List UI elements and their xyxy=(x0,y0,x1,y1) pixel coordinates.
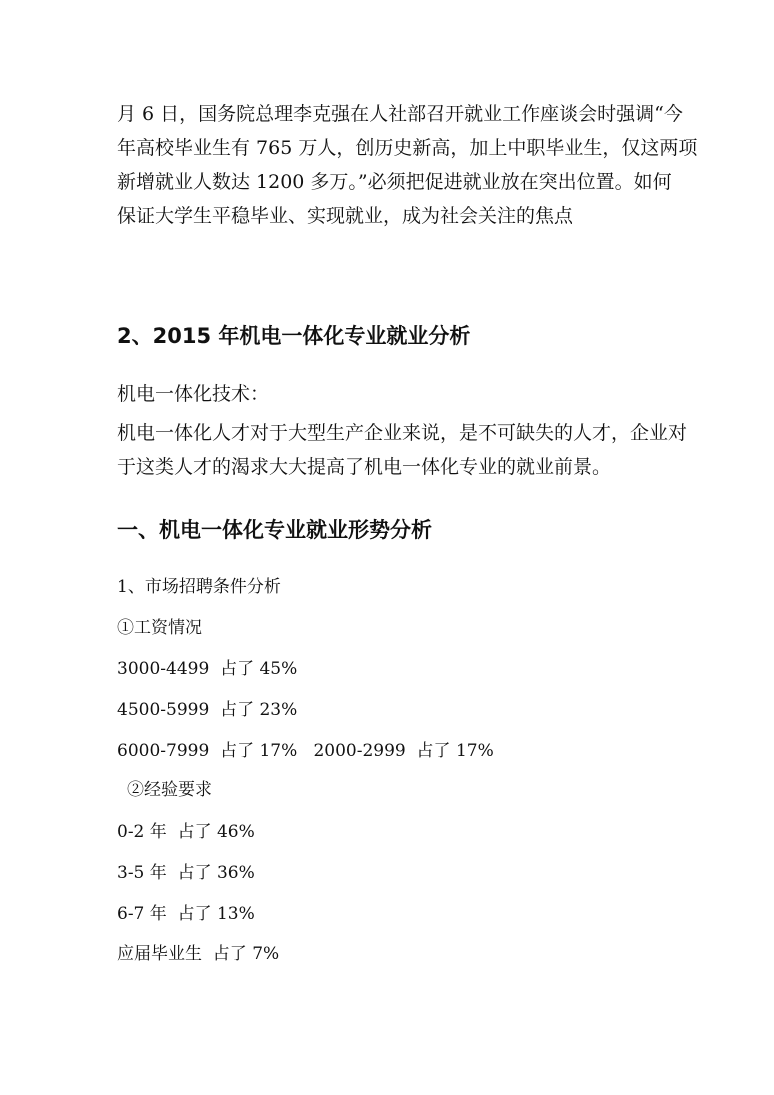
intro-line: 新增就业人数达 1200 多万。”必须把促进就业放在突出位置。如何 xyxy=(117,171,672,193)
experience-line: 3-5 年 占了 36% xyxy=(117,863,255,883)
salary-line: 3000-4499 占了 45% xyxy=(117,659,298,679)
intro-line: 保证大学生平稳毕业、实现就业，成为社会关注的焦点 xyxy=(117,205,574,227)
sub-label-text: 机电一体化技术： xyxy=(117,383,270,405)
salary-label: ①工资情况 xyxy=(117,618,202,638)
market-conditions-title: 1、市场招聘条件分析 xyxy=(117,577,281,597)
section-2-sub-label xyxy=(117,377,662,411)
description-line: 机电一体化人才对于大型生产企业来说，是不可缺失的人才，企业对 xyxy=(117,422,688,444)
section-one-heading: 一、机电一体化专业就业形势分析 xyxy=(117,518,432,542)
intro-line: 年高校毕业生有 765 万人，创历史新高，加上中职毕业生，仅这两项 xyxy=(117,137,698,159)
experience-label: ②经验要求 xyxy=(127,780,212,800)
intro-line: 月 6 日，国务院总理李克强在人社部召开就业工作座谈会时强调“今 xyxy=(117,103,683,125)
experience-line: 应届毕业生 占了 7% xyxy=(117,944,280,964)
salary-line: 4500-5999 占了 23% xyxy=(117,700,298,720)
experience-line: 6-7 年 占了 13% xyxy=(117,904,255,924)
salary-line: 6000-7999 占了 17% 2000-2999 占了 17% xyxy=(117,741,494,761)
section-2-description xyxy=(117,416,688,484)
intro-paragraph xyxy=(117,97,698,233)
description-line: 于这类人才的渴求大大提高了机电一体化专业的就业前景。 xyxy=(117,456,612,478)
experience-line: 0-2 年 占了 46% xyxy=(117,822,255,842)
section-2-heading: 2、2015 年机电一体化专业就业分析 xyxy=(117,324,471,348)
